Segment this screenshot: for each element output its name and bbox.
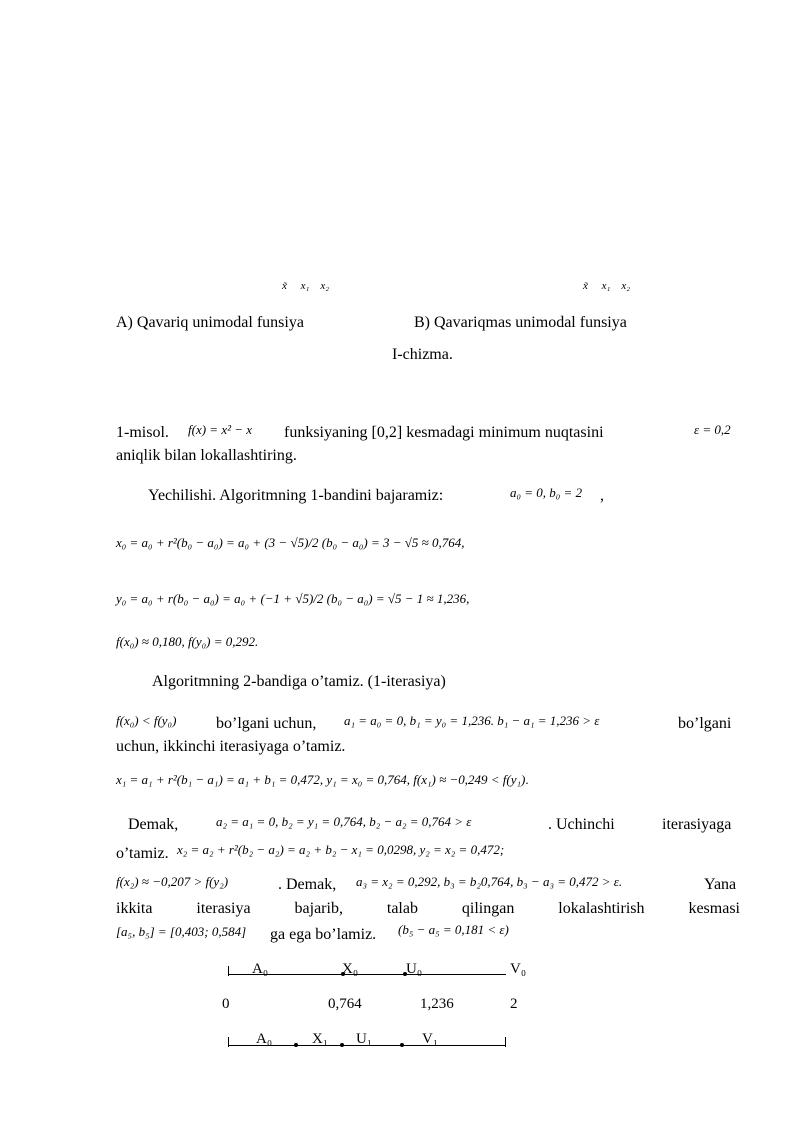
- text-demak: Demak,: [128, 816, 179, 833]
- value-0: 0: [222, 996, 230, 1012]
- figure-a-axis-labels: [282, 280, 329, 292]
- x2-label-b: x₂: [621, 280, 631, 292]
- tick-left-top: [228, 966, 229, 976]
- word-7: kesmasi: [688, 900, 740, 917]
- final-interval: [a₅, b₅] = [0,403; 0,584]: [116, 924, 247, 939]
- figure-b-axis-labels: [583, 280, 630, 292]
- figure-caption: I-chizma.: [392, 346, 453, 363]
- x1-label-b: x₁: [601, 280, 611, 292]
- text-bolgani-uchun: bo’lgani uchun,: [216, 715, 317, 732]
- caption-b: B) Qavariqmas unimodal funsiya: [414, 314, 627, 331]
- initial-values: a₀ = 0, b₀ = 2: [510, 485, 583, 500]
- label-a0-bottom: A₀: [256, 1031, 273, 1047]
- word-4: talab: [386, 900, 418, 917]
- value-1236: 1,236: [420, 996, 454, 1012]
- x1-formula-text: x₁ = a₁ + r²(b₁ − a₁) = a₁ + b₁ = 0,472, y₁ = x₀ = 0,764, f(x₁) ≈ −0,249 < f(y₁): [116, 772, 526, 787]
- number-line-top: [228, 974, 506, 975]
- x2-formula: x₂ = a₂ + r²(b₂ − a₂) = a₂ + b₂ − x₁ = 0,0298, y₂ = x₂ = 0,472;: [177, 842, 505, 857]
- step-2-heading: Algoritmning 2-bandiga o’tamiz. (1-iterasiya): [152, 673, 446, 690]
- value-0764: 0,764: [328, 996, 362, 1012]
- x1-formula: [116, 772, 529, 788]
- paragraph-line: [116, 900, 740, 918]
- tick-left-bottom: [228, 1037, 229, 1047]
- text-uchinchi: . Uchinchi: [548, 816, 615, 833]
- label-a0: A₀: [252, 961, 269, 977]
- comma: ,: [600, 487, 604, 504]
- text-next-iteration: uchun, ikkinchi iterasiyaga o’tamiz.: [116, 738, 346, 755]
- solution-intro: Yechilishi. Algoritmning 1-bandini bajaramiz:: [148, 487, 444, 504]
- word-2: iterasiya: [196, 900, 251, 917]
- word-6: lokalashtirish: [558, 900, 645, 917]
- word-3: bajarib,: [294, 900, 343, 917]
- x2-label-a: x₂: [320, 280, 330, 292]
- example-text: funksiyaning [0,2] kesmadagi minimum nuqtasini: [284, 424, 604, 441]
- label-v1: V₁: [422, 1031, 439, 1047]
- xtilde-label-b: x̃: [583, 280, 588, 292]
- label-x0: X₀: [342, 961, 359, 977]
- word-1: ikkita: [116, 900, 153, 917]
- word-5: qilingan: [461, 900, 515, 917]
- label-x1: X₁: [312, 1031, 329, 1047]
- example-text-cont: aniqlik bilan lokallashtiring.: [116, 447, 297, 464]
- x1-formula-dot: .: [525, 772, 529, 787]
- caption-a: A) Qavariq unimodal funsiya: [116, 314, 304, 331]
- text-bolgani: bo’lgani: [678, 715, 732, 732]
- label-u1: U₁: [356, 1031, 373, 1047]
- xtilde-label-a: x̃: [282, 280, 287, 292]
- text-otamiz: o’tamiz.: [116, 845, 169, 862]
- fx2-comparison: f(x₂) ≈ −0,207 > f(y₂): [116, 874, 229, 889]
- function-formula: f(x) = x² − x: [188, 422, 253, 437]
- u1-point: [340, 1043, 344, 1047]
- text-iterasiyaga: iterasiyaga: [662, 816, 732, 833]
- final-precision: (b₅ − a₅ = 0,181 < ε): [398, 922, 509, 937]
- x1-label-a: x₁: [300, 280, 310, 292]
- iteration3-values: a₃ = x₂ = 0,292, b₃ = b₂0,764, b₃ − a₃ = 0,472 > ε.: [356, 874, 623, 889]
- epsilon-value: ε = 0,2: [694, 422, 731, 437]
- x0-formula: x₀ = a₀ + r²(b₀ − a₀) = a₀ + (3 − √5)/2 (b₀ − a₀) = 3 − √5 ≈ 0,764,: [116, 535, 465, 550]
- y0-formula: y₀ = a₀ + r(b₀ − a₀) = a₀ + (−1 + √5)/2 (b₀ − a₀) = √5 − 1 ≈ 1,236,: [116, 591, 470, 606]
- f-values: f(x₀) ≈ 0,180, f(y₀) = 0,292.: [116, 634, 259, 649]
- label-v0: V₀: [510, 961, 527, 977]
- text-demak-2: . Demak,: [278, 876, 337, 893]
- x1-point: [294, 1043, 298, 1047]
- text-yana: Yana: [704, 876, 737, 893]
- value-2: 2: [510, 996, 518, 1012]
- iteration2-values: a₂ = a₁ = 0, b₂ = y₁ = 0,764, b₂ − a₂ = 0,764 > ε: [216, 814, 472, 829]
- comparison: f(x₀) < f(y₀): [116, 713, 177, 728]
- example-label: 1-misol.: [116, 424, 169, 441]
- v1-point: [400, 1043, 404, 1047]
- text-ga-ega: ga ega bo’lamiz.: [270, 926, 377, 943]
- tick-right-bottom: [505, 1037, 506, 1047]
- iteration1-values: a₁ = a₀ = 0, b₁ = y₀ = 1,236. b₁ − a₁ = 1,236 > ε: [344, 713, 600, 728]
- label-u0: U₀: [406, 961, 423, 977]
